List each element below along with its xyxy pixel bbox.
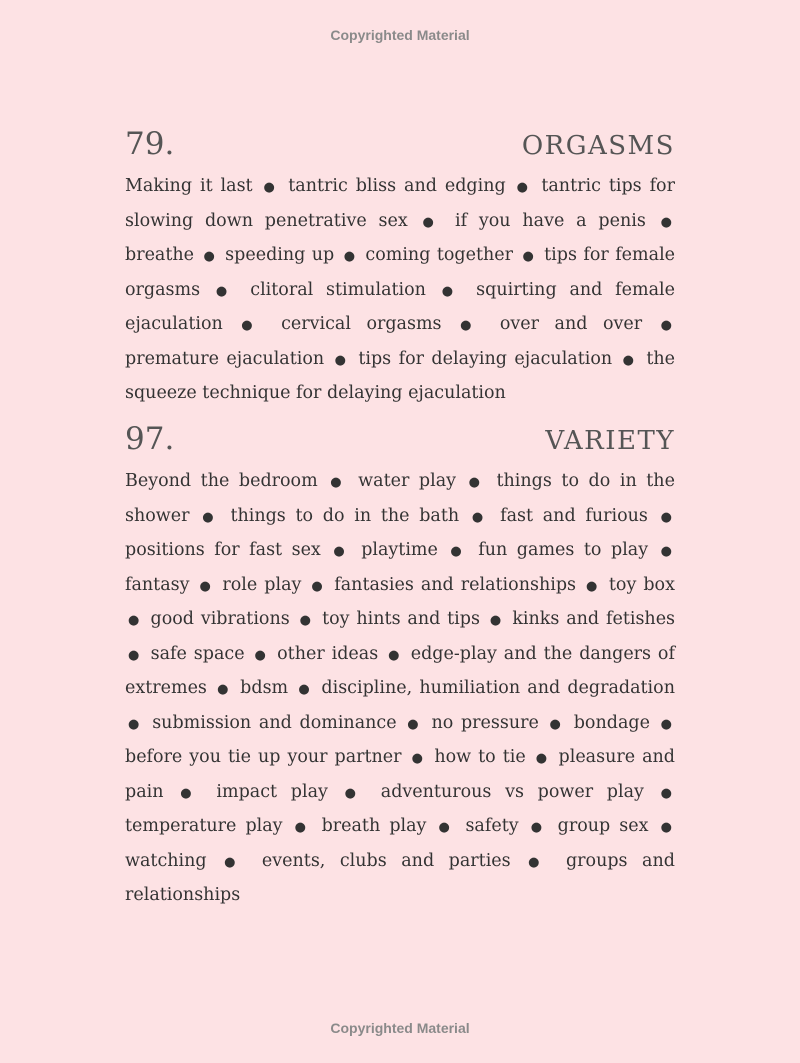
bullet-separator: ● <box>522 249 535 264</box>
bullet-separator: ● <box>411 751 425 766</box>
watermark-bottom: Copyrighted Material <box>330 1020 470 1036</box>
bullet-separator: ● <box>330 475 346 490</box>
topic-item: before you tie up your partner <box>125 747 402 767</box>
bullet-separator: ● <box>299 613 313 628</box>
topic-item: over and over <box>499 314 643 334</box>
bullet-separator: ● <box>224 854 245 870</box>
bullet-separator: ● <box>438 820 454 835</box>
topic-item: events, clubs and parties <box>261 850 511 871</box>
bullet-separator: ● <box>489 613 503 628</box>
bullet-separator: ● <box>660 214 672 230</box>
topic-item: tantric tips for slowing down penetrative sex <box>125 176 675 231</box>
bullet-separator: ● <box>128 647 141 663</box>
topic-item: bondage <box>573 712 650 733</box>
bullet-separator: ● <box>471 509 488 525</box>
bullet-separator: ● <box>202 509 218 525</box>
topic-item: watching <box>125 850 207 871</box>
topic-item: if you have a penis <box>454 210 646 231</box>
bullet-separator: ● <box>199 578 213 594</box>
section-title: VARIETY <box>545 426 675 456</box>
bullet-separator: ● <box>343 249 356 264</box>
topic-item: kinks and fetishes <box>512 609 676 629</box>
bullet-separator: ● <box>586 578 599 594</box>
bullet-separator: ● <box>660 785 672 801</box>
topic-item: clitoral stimulation <box>250 279 426 300</box>
section-heading <box>125 421 675 465</box>
topic-item: Beyond the bedroom <box>125 471 318 491</box>
topic-item: temperature play <box>125 816 283 836</box>
topic-item: fun games to play <box>478 540 649 560</box>
topic-item: fantasies and relationships <box>334 574 576 595</box>
bullet-separator: ● <box>460 318 482 333</box>
bullet-separator: ● <box>660 716 672 732</box>
topic-item: toy box <box>608 574 675 595</box>
topic-list <box>125 170 675 410</box>
bullet-separator: ● <box>468 475 484 490</box>
bullet-separator: ● <box>333 544 349 559</box>
topic-item: things to do in the shower <box>125 471 675 526</box>
topic-item: no pressure <box>431 712 539 733</box>
topic-item: discipline, humiliation and degradation <box>321 678 675 698</box>
topic-item: good vibrations <box>150 609 290 629</box>
bullet-separator: ● <box>622 352 636 368</box>
topic-item: speeding up <box>225 245 335 265</box>
bullet-separator: ● <box>294 820 310 835</box>
bullet-separator: ● <box>203 249 216 264</box>
topic-item: positions for fast sex <box>125 540 321 560</box>
bullet-separator: ● <box>254 647 268 663</box>
contents-section-variety <box>125 421 675 912</box>
bullet-separator: ● <box>535 751 549 766</box>
watermark-top: Copyrighted Material <box>330 27 470 43</box>
bullet-separator: ● <box>530 820 546 835</box>
bullet-separator: ● <box>128 613 141 628</box>
bullet-separator: ● <box>180 785 200 801</box>
bullet-separator: ● <box>516 180 531 195</box>
bullet-separator: ● <box>441 283 461 299</box>
topic-item: premature ejaculation <box>125 348 325 369</box>
section-heading <box>125 126 675 170</box>
contents-section-orgasms <box>125 126 675 410</box>
topic-item: tips for female orgasms <box>125 245 676 300</box>
topic-item: fantasy <box>125 574 190 595</box>
bullet-separator: ● <box>660 509 672 525</box>
topic-item: toy hints and tips <box>322 609 480 629</box>
bullet-separator: ● <box>660 544 672 559</box>
topic-item: tips for delaying ejaculation <box>358 348 613 369</box>
topic-item: groups and relationships <box>125 850 675 905</box>
topic-item: bdsm <box>240 678 289 698</box>
topic-item: breath play <box>321 816 427 836</box>
topic-item: group sex <box>557 816 649 836</box>
topic-item: breathe <box>125 245 195 265</box>
topic-item: Making it last <box>125 176 253 196</box>
bullet-separator: ● <box>128 716 142 732</box>
page-number: 79. <box>125 126 175 162</box>
topic-item: submission and dominance <box>152 712 397 733</box>
bullet-separator: ● <box>241 318 263 333</box>
bullet-separator: ● <box>311 578 325 594</box>
bullet-separator: ● <box>422 214 441 230</box>
topic-item: safety <box>465 816 519 836</box>
bullet-separator: ● <box>660 318 672 333</box>
bullet-separator: ● <box>660 820 672 835</box>
topic-item: things to do in the bath <box>230 505 460 526</box>
bullet-separator: ● <box>298 682 312 697</box>
bullet-separator: ● <box>215 283 235 299</box>
topic-item: safe space <box>150 643 245 664</box>
bullet-separator: ● <box>528 854 549 870</box>
bullet-separator: ● <box>217 682 231 697</box>
bullet-separator: ● <box>388 647 401 663</box>
topic-item: how to tie <box>434 747 526 767</box>
topic-item: other ideas <box>277 643 379 664</box>
topic-list <box>125 465 675 912</box>
topic-item: coming together <box>365 245 513 265</box>
bullet-separator: ● <box>334 352 348 368</box>
topic-item: fast and furious <box>500 505 648 526</box>
bullet-separator: ● <box>549 716 564 732</box>
topic-item: playtime <box>361 540 438 560</box>
bullet-separator: ● <box>344 785 365 801</box>
topic-item: tantric bliss and edging <box>288 176 506 196</box>
topic-item: impact play <box>216 781 328 802</box>
topic-item: adventurous vs power play <box>380 781 644 802</box>
bullet-separator: ● <box>407 716 421 732</box>
topic-item: squirting and female ejaculation <box>125 279 675 334</box>
topic-item: role play <box>222 574 302 595</box>
topic-item: pleasure and pain <box>125 747 675 802</box>
topic-item: cervical orgasms <box>281 314 442 334</box>
section-title: ORGASMS <box>521 131 675 161</box>
topic-item: the squeeze technique for delaying ejaculation <box>125 348 675 403</box>
bullet-separator: ● <box>263 180 278 195</box>
bullet-separator: ● <box>450 544 466 559</box>
topic-item: edge-play and the dangers of extremes <box>125 643 675 698</box>
topic-item: water play <box>358 471 457 491</box>
page-number: 97. <box>125 421 175 457</box>
